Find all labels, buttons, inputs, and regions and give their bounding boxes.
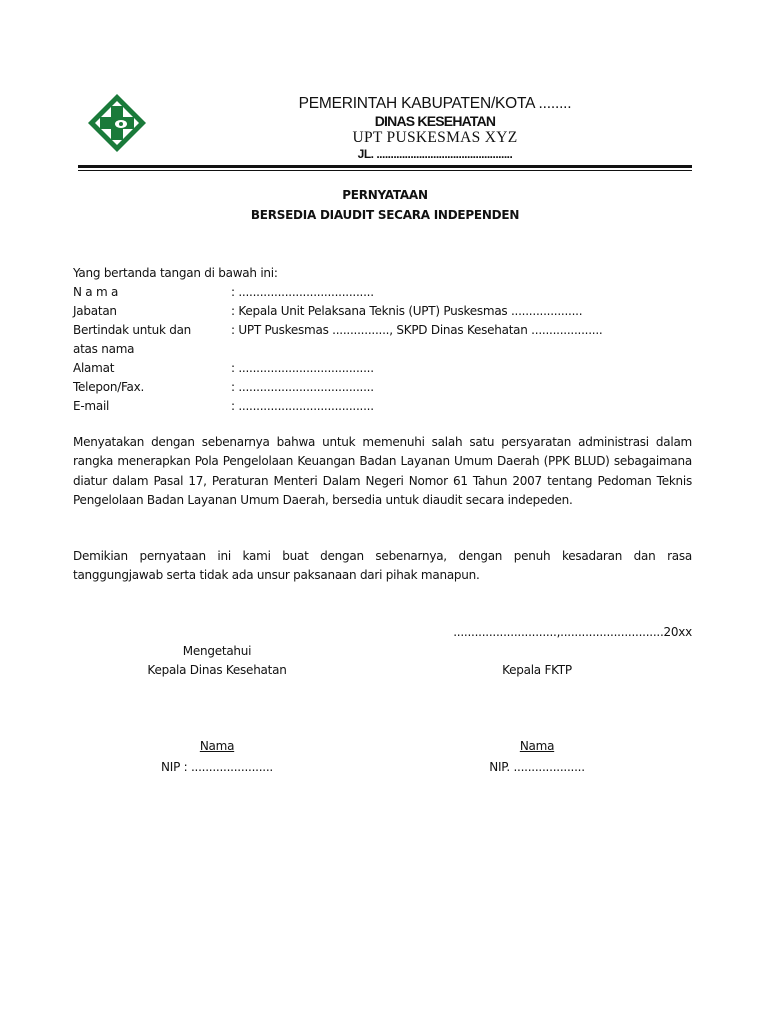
sig-left-nip: NIP : ....................... [161,760,273,774]
field-label-jabatan: Jabatan [73,304,117,318]
sig-right-title: Kepala FKTP [502,663,572,677]
header-address: JL. ................................................ [357,147,513,161]
field-value-alamat: : ...................................... [231,361,374,375]
document-subtitle: BERSEDIA DIAUDIT SECARA INDEPENDEN [250,208,520,222]
sig-left-title: Kepala Dinas Kesehatan [147,663,287,677]
sig-left-name: Nama [199,739,235,753]
statement-paragraph: Menyatakan dengan sebenarnya bahwa untuk memenuhi salah satu persyaratan administrasi dalam rangka menerapkan Pola Pengelolaan Keuangan Badan Layanan Umum Daerah (PPK BLUD) sebagaimana diatur dalam Pasal 17, Peraturan Menteri Dalam Negeri Nomor 61 Tahun 2007 tentang Pedoman Teknis Pengelolaan Badan Layanan Umum Daerah, bersedia untuk diaudit secara indepeden. [73,435,692,507]
field-value-email: : ...................................... [231,399,374,413]
header-unit: UPT PUSKESMAS XYZ [352,129,518,146]
puskesmas-logo-icon [86,92,148,154]
sig-left-acknowledged: Mengetahui [182,644,252,658]
sig-right-name: Nama [519,739,555,753]
closing-paragraph: Demikian pernyataan ini kami buat dengan sebenarnya, dengan penuh kesadaran dan rasa tanggungjawab serta tidak ada unsur paksanaan dari pihak manapun. [73,549,692,583]
sig-right-nip: NIP. .................... [489,760,585,774]
field-value-jabatan: : Kepala Unit Pelaksana Teknis (UPT) Puskesmas .................... [231,304,583,318]
intro-text: Yang bertanda tangan di bawah ini: [73,266,278,280]
header-department: DINAS KESEHATAN [374,113,496,129]
field-value-bertindak: : UPT Puskesmas ................, SKPD Dinas Kesehatan .................... [231,323,603,337]
field-value-telepon: : ...................................... [231,380,374,394]
field-label-email: E-mail [73,399,110,413]
field-label-atas-nama: atas nama [73,342,135,356]
field-label-bertindak: Bertindak untuk dan [73,323,192,337]
field-value-nama: : ...................................... [231,285,374,299]
field-label-nama: N a m a [73,285,119,299]
field-label-alamat: Alamat [73,361,115,375]
header-rule-thick [78,165,692,168]
header-government: PEMERINTAH KABUPATEN/KOTA ........ [298,95,572,112]
document-title: PERNYATAAN [342,188,428,202]
field-label-telepon: Telepon/Fax. [73,380,145,394]
date-line: .............................,.............................20xx [453,625,692,639]
header-rule-thin [78,170,692,171]
